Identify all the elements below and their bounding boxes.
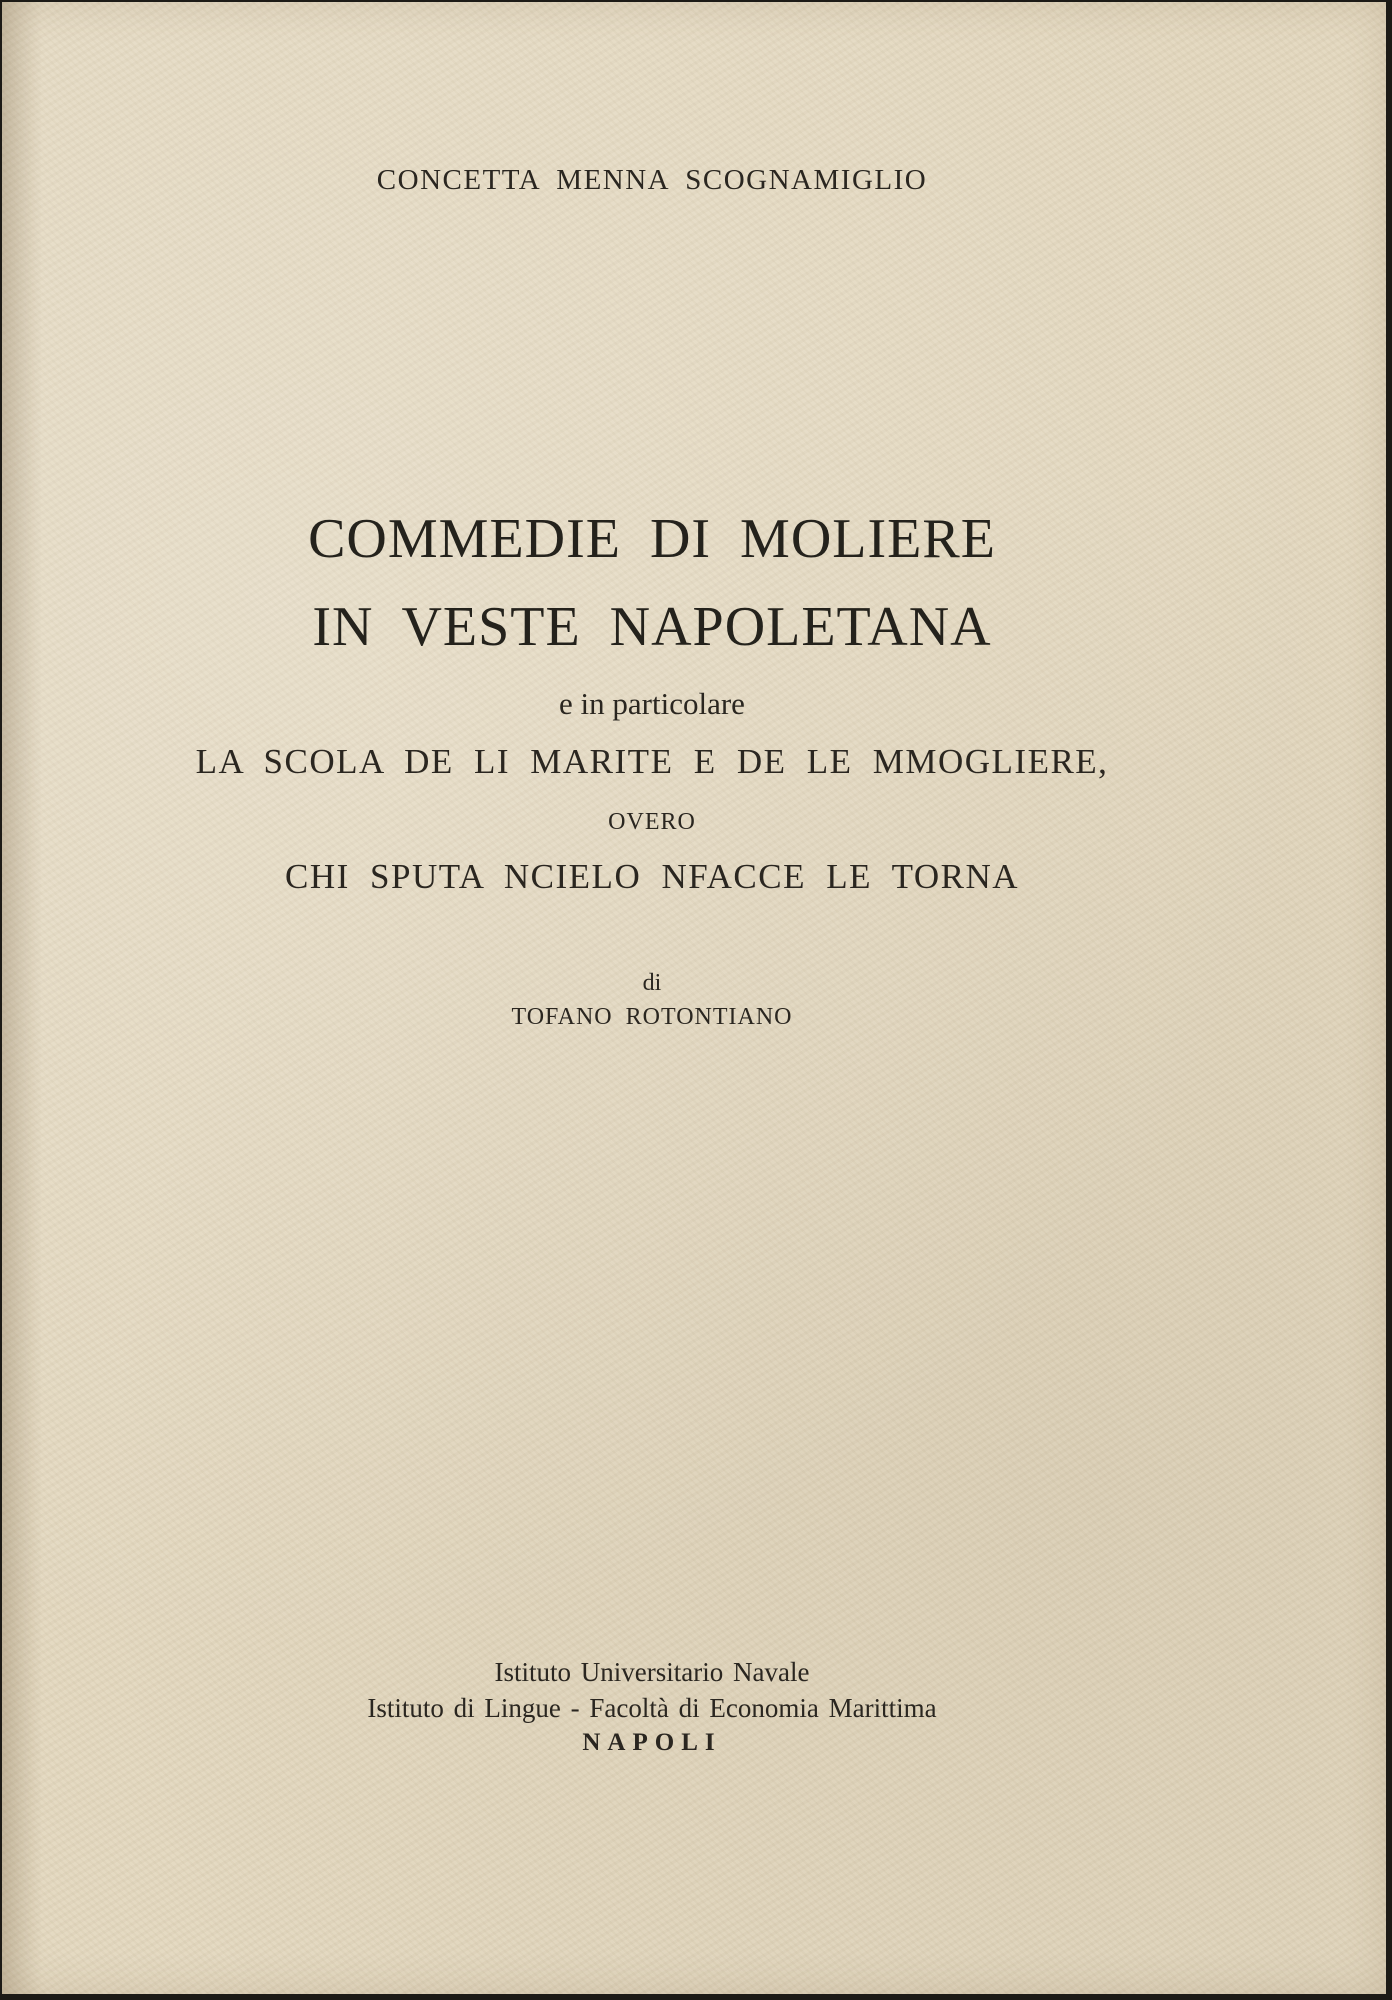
- subtitle-intro: e in particolare: [559, 686, 745, 721]
- publisher-city: NAPOLI: [582, 1729, 722, 1756]
- by-label: di: [642, 970, 662, 996]
- play-author: TOFANO ROTONTIANO: [511, 1004, 793, 1030]
- alt-title: CHI SPUTA NCIELO NFACCE LE TORNA: [285, 857, 1019, 896]
- title-line-2: IN VESTE NAPOLETANA: [312, 596, 992, 658]
- book-cover: [2, 2, 1386, 1994]
- play-title: LA SCOLA DE LI MARITE E DE LE MMOGLIERE,: [195, 742, 1109, 781]
- publisher-line-1: Istituto Universitario Navale: [494, 1657, 810, 1687]
- subtitle-conjunction: OVERO: [608, 809, 696, 835]
- publisher-line-2: Istituto di Lingue - Facoltà di Economia Marittima: [367, 1693, 937, 1723]
- title-line-1: COMMEDIE DI MOLIERE: [308, 508, 996, 570]
- author-name: CONCETTA MENNA SCOGNAMIGLIO: [376, 164, 928, 196]
